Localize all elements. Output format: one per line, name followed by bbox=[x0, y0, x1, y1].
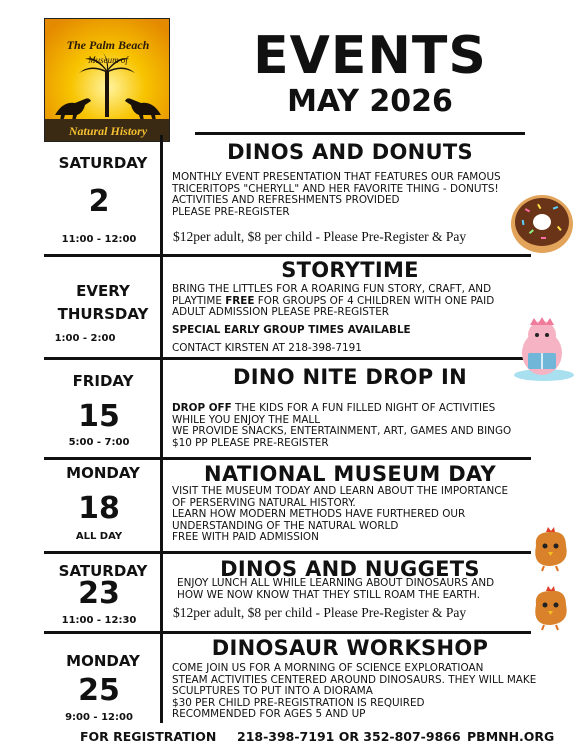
event-description bbox=[172, 284, 572, 319]
logo-line1: The Palm Beach bbox=[66, 38, 150, 52]
desc-text: PLAYTIME bbox=[172, 294, 226, 307]
desc-line: WE PROVIDE SNACKS, ENTERTAINMENT, ART, GAMES AND BINGO bbox=[172, 425, 512, 438]
desc-line: SCULPTURES TO PUT INTO A DIORAMA bbox=[172, 685, 373, 698]
event-time: 9:00 - 12:00 bbox=[65, 712, 133, 723]
desc-emphasis: DROP OFF bbox=[172, 402, 232, 414]
event-date: 23 bbox=[78, 576, 120, 611]
row-divider bbox=[44, 457, 531, 460]
desc-line: WHILE YOU ENJOY THE MALL bbox=[172, 413, 321, 426]
chicken-nugget-icon bbox=[528, 526, 574, 572]
event-time: ALL DAY bbox=[75, 531, 123, 542]
desc-line: UNDERSTANDING OF THE NATURAL WORLD bbox=[172, 519, 399, 532]
row-divider bbox=[44, 631, 531, 634]
event-description bbox=[172, 403, 572, 449]
desc-line: LEARN HOW MODERN METHODS HAVE FURTHERED OUR bbox=[172, 508, 466, 521]
footer-label: FOR REGISTRATION bbox=[80, 729, 217, 744]
footer-phones[interactable]: 218-398-7191 OR 352-807-9866 bbox=[237, 729, 461, 744]
desc-line: ADULT ADMISSION PLEASE PRE-REGISTER bbox=[172, 306, 389, 319]
header-rule bbox=[195, 132, 525, 135]
desc-line: TRICERITOPS "CHERYLL" AND HER FAVORITE THING - DONUTS! bbox=[172, 182, 499, 195]
event-time: 11:00 - 12:30 bbox=[61, 615, 137, 626]
event-day: MONDAY bbox=[66, 464, 140, 482]
event-title: NATIONAL MUSEUM DAY bbox=[204, 462, 496, 486]
desc-line bbox=[172, 403, 572, 415]
event-price: $12per adult, $8 per child - Please Pre-Register & Pay bbox=[173, 605, 467, 620]
logo-line3: Natural History bbox=[68, 124, 148, 138]
desc-line: ENJOY LUNCH ALL WHILE LEARNING ABOUT DINOSAURS AND bbox=[177, 577, 495, 589]
event-contact: CONTACT KIRSTEN AT 218-398-7191 bbox=[172, 342, 362, 354]
desc-text: THE KIDS FOR A FUN FILLED NIGHT OF ACTIVITIES bbox=[231, 402, 496, 414]
column-divider bbox=[160, 135, 163, 723]
desc-line: ACTIVITIES AND REFRESHMENTS PROVIDED bbox=[172, 194, 400, 207]
desc-line: RECOMMENDED FOR AGES 5 AND UP bbox=[172, 708, 366, 721]
desc-line: PLEASE PRE-REGISTER bbox=[172, 205, 290, 218]
event-day: SATURDAY bbox=[58, 562, 148, 580]
row-divider bbox=[44, 551, 531, 554]
donut-icon bbox=[509, 193, 575, 255]
event-title: DINOS AND DONUTS bbox=[227, 140, 473, 164]
row-divider bbox=[44, 357, 531, 360]
desc-line: COME JOIN US FOR A MORNING OF SCIENCE EXPLORATIOAN bbox=[172, 662, 484, 674]
chicken-nugget-icon bbox=[528, 585, 574, 631]
event-description bbox=[172, 663, 572, 721]
event-special-note: SPECIAL EARLY GROUP TIMES AVAILABLE bbox=[172, 324, 411, 336]
event-date: 15 bbox=[78, 399, 120, 434]
event-time: 1:00 - 2:00 bbox=[54, 333, 116, 344]
event-date: 2 bbox=[88, 184, 110, 219]
event-day: MONDAY bbox=[66, 652, 140, 670]
event-title: DINO NITE DROP IN bbox=[233, 365, 467, 389]
event-title: DINOS AND NUGGETS bbox=[220, 557, 480, 581]
event-day: EVERY bbox=[76, 282, 130, 300]
event-date: 18 bbox=[78, 491, 120, 526]
desc-line: VISIT THE MUSEUM TODAY AND LEARN ABOUT THE IMPORTANCE bbox=[172, 485, 509, 497]
desc-text: FOR GROUPS OF 4 CHILDREN WITH ONE PAID bbox=[254, 294, 495, 307]
event-title: DINOSAUR WORKSHOP bbox=[211, 636, 489, 660]
event-price: $12per adult, $8 per child - Please Pre-Register & Pay bbox=[173, 229, 467, 244]
footer-website-link[interactable]: PBMNH.ORG bbox=[467, 729, 555, 744]
desc-emphasis: FREE bbox=[225, 294, 255, 307]
month-title: MAY 2026 bbox=[287, 84, 453, 119]
event-day: SATURDAY bbox=[58, 154, 148, 172]
event-day-line2: THURSDAY bbox=[57, 305, 149, 323]
desc-line: STEAM ACTIVITIES CENTERED AROUND DINOSAURS. THEY WILL MAKE bbox=[172, 673, 537, 686]
desc-line: $10 PP PLEASE PRE-REGISTER bbox=[172, 436, 329, 449]
event-time: 11:00 - 12:00 bbox=[61, 234, 137, 245]
event-day: FRIDAY bbox=[72, 372, 134, 390]
desc-line: BRING THE LITTLES FOR A ROARING FUN STORY, CRAFT, AND bbox=[172, 283, 492, 295]
event-date: 25 bbox=[78, 673, 120, 708]
palm-tree-dinosaurs-icon bbox=[45, 19, 170, 142]
event-description bbox=[177, 578, 577, 601]
row-divider bbox=[44, 254, 531, 257]
museum-logo[interactable] bbox=[44, 18, 170, 142]
desc-line: OF PERSERVING NATURAL HISTORY. bbox=[172, 496, 356, 509]
desc-line: MONTHLY EVENT PRESENTATION THAT FEATURES OUR FAMOUS bbox=[172, 171, 501, 183]
desc-line: HOW WE NOW KNOW THAT THEY STILL ROAM THE EARTH. bbox=[177, 588, 480, 601]
event-description bbox=[172, 486, 572, 544]
desc-line: FREE WITH PAID ADMISSION bbox=[172, 531, 319, 544]
event-time: 5:00 - 7:00 bbox=[68, 437, 130, 448]
logo-line2: Museum of bbox=[88, 55, 128, 65]
page-title: EVENTS bbox=[253, 26, 487, 86]
desc-line: $30 PER CHILD PRE-REGISTRATION IS REQUIRED bbox=[172, 696, 425, 709]
event-title: STORYTIME bbox=[281, 258, 419, 282]
